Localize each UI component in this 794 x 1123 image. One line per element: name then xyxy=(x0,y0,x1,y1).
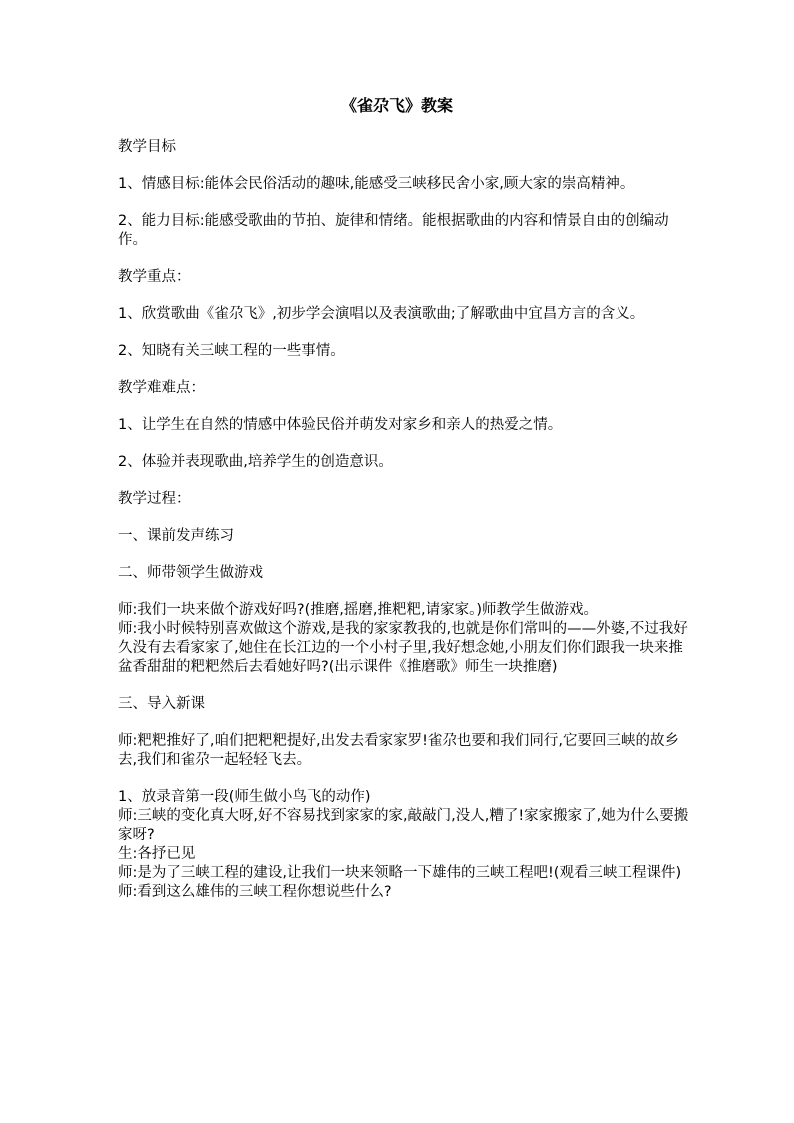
paragraph-ability-goal: 2、能力目标:能感受歌曲的节拍、旋律和情绪。能根据歌曲的内容和情景自由的创编动作。 xyxy=(118,213,669,248)
heading-teaching-process: 教学过程： xyxy=(118,491,191,507)
paragraph-section-3: 师:粑粑推好了,咱们把粑粑提好,出发去看家家罗!雀尕也要和我们同行,它要回三峡的故乡去,我们和雀尕一起轻轻飞去。 xyxy=(118,733,680,768)
dialogue-line: 生:各抒已见 xyxy=(118,846,196,862)
dialogue-line: 师:看到这么雄伟的三峡工程你想说些什么? xyxy=(118,884,392,900)
heading-difficulties: 教学难难点： xyxy=(118,380,205,396)
paragraph-focus-2: 2、知晓有关三峡工程的一些事情。 xyxy=(118,343,345,359)
section-3-heading: 三、导入新课 xyxy=(118,696,205,712)
section-1-heading: 一、课前发声练习 xyxy=(118,528,234,544)
document-body xyxy=(118,138,694,902)
dialogue-line: 师:我小时候特别喜欢做这个游戏,是我的家家教我的,也就是你们常叫的——外婆,不过我好久没有去看家家了,她住在长江边的一个小村子里,我好想念她,小朋友们你们跟我一块来推盆香甜甜的粑粑然后去看她好吗?(出示课件《推磨歌》师生一块推磨) xyxy=(118,621,688,675)
paragraph-difficulty-2: 2、体验并表现歌曲,培养学生的创造意识。 xyxy=(118,454,393,470)
heading-teaching-focus: 教学重点： xyxy=(118,269,191,285)
paragraph-emotional-goal: 1、情感目标:能体会民俗活动的趣味,能感受三峡移民舍小家,顾大家的崇高精神。 xyxy=(118,176,635,192)
document-title: 《雀尕飞》教案 xyxy=(340,96,453,115)
paragraph-difficulty-1: 1、让学生在自然的情感中体验民俗并萌发对家乡和亲人的热爱之情。 xyxy=(118,417,563,433)
section-2-heading: 二、师带领学生做游戏 xyxy=(118,565,263,581)
dialogue-line: 师:是为了三峡工程的建设,让我们一块来领略一下雄伟的三峡工程吧!(观看三峡工程课件) xyxy=(118,865,682,881)
heading-teaching-goals: 教学目标 xyxy=(118,139,176,155)
paragraph-focus-1: 1、欣赏歌曲《雀尕飞》,初步学会演唱以及表演歌曲;了解歌曲中宜昌方言的含义。 xyxy=(118,306,645,322)
dialogue-line: 师:我们一块来做个游戏好吗?(推磨,摇磨,推粑粑,请家家。)师教学生做游戏。 xyxy=(118,602,598,618)
dialogue-line: 师:三峡的变化真大呀,好不容易找到家家的家,敲敲门,没人,糟了!家家搬家了,她为什么要搬家呀? xyxy=(118,808,689,843)
dialogue-line: 1、放录音第一段(师生做小鸟飞的动作) xyxy=(118,789,371,805)
